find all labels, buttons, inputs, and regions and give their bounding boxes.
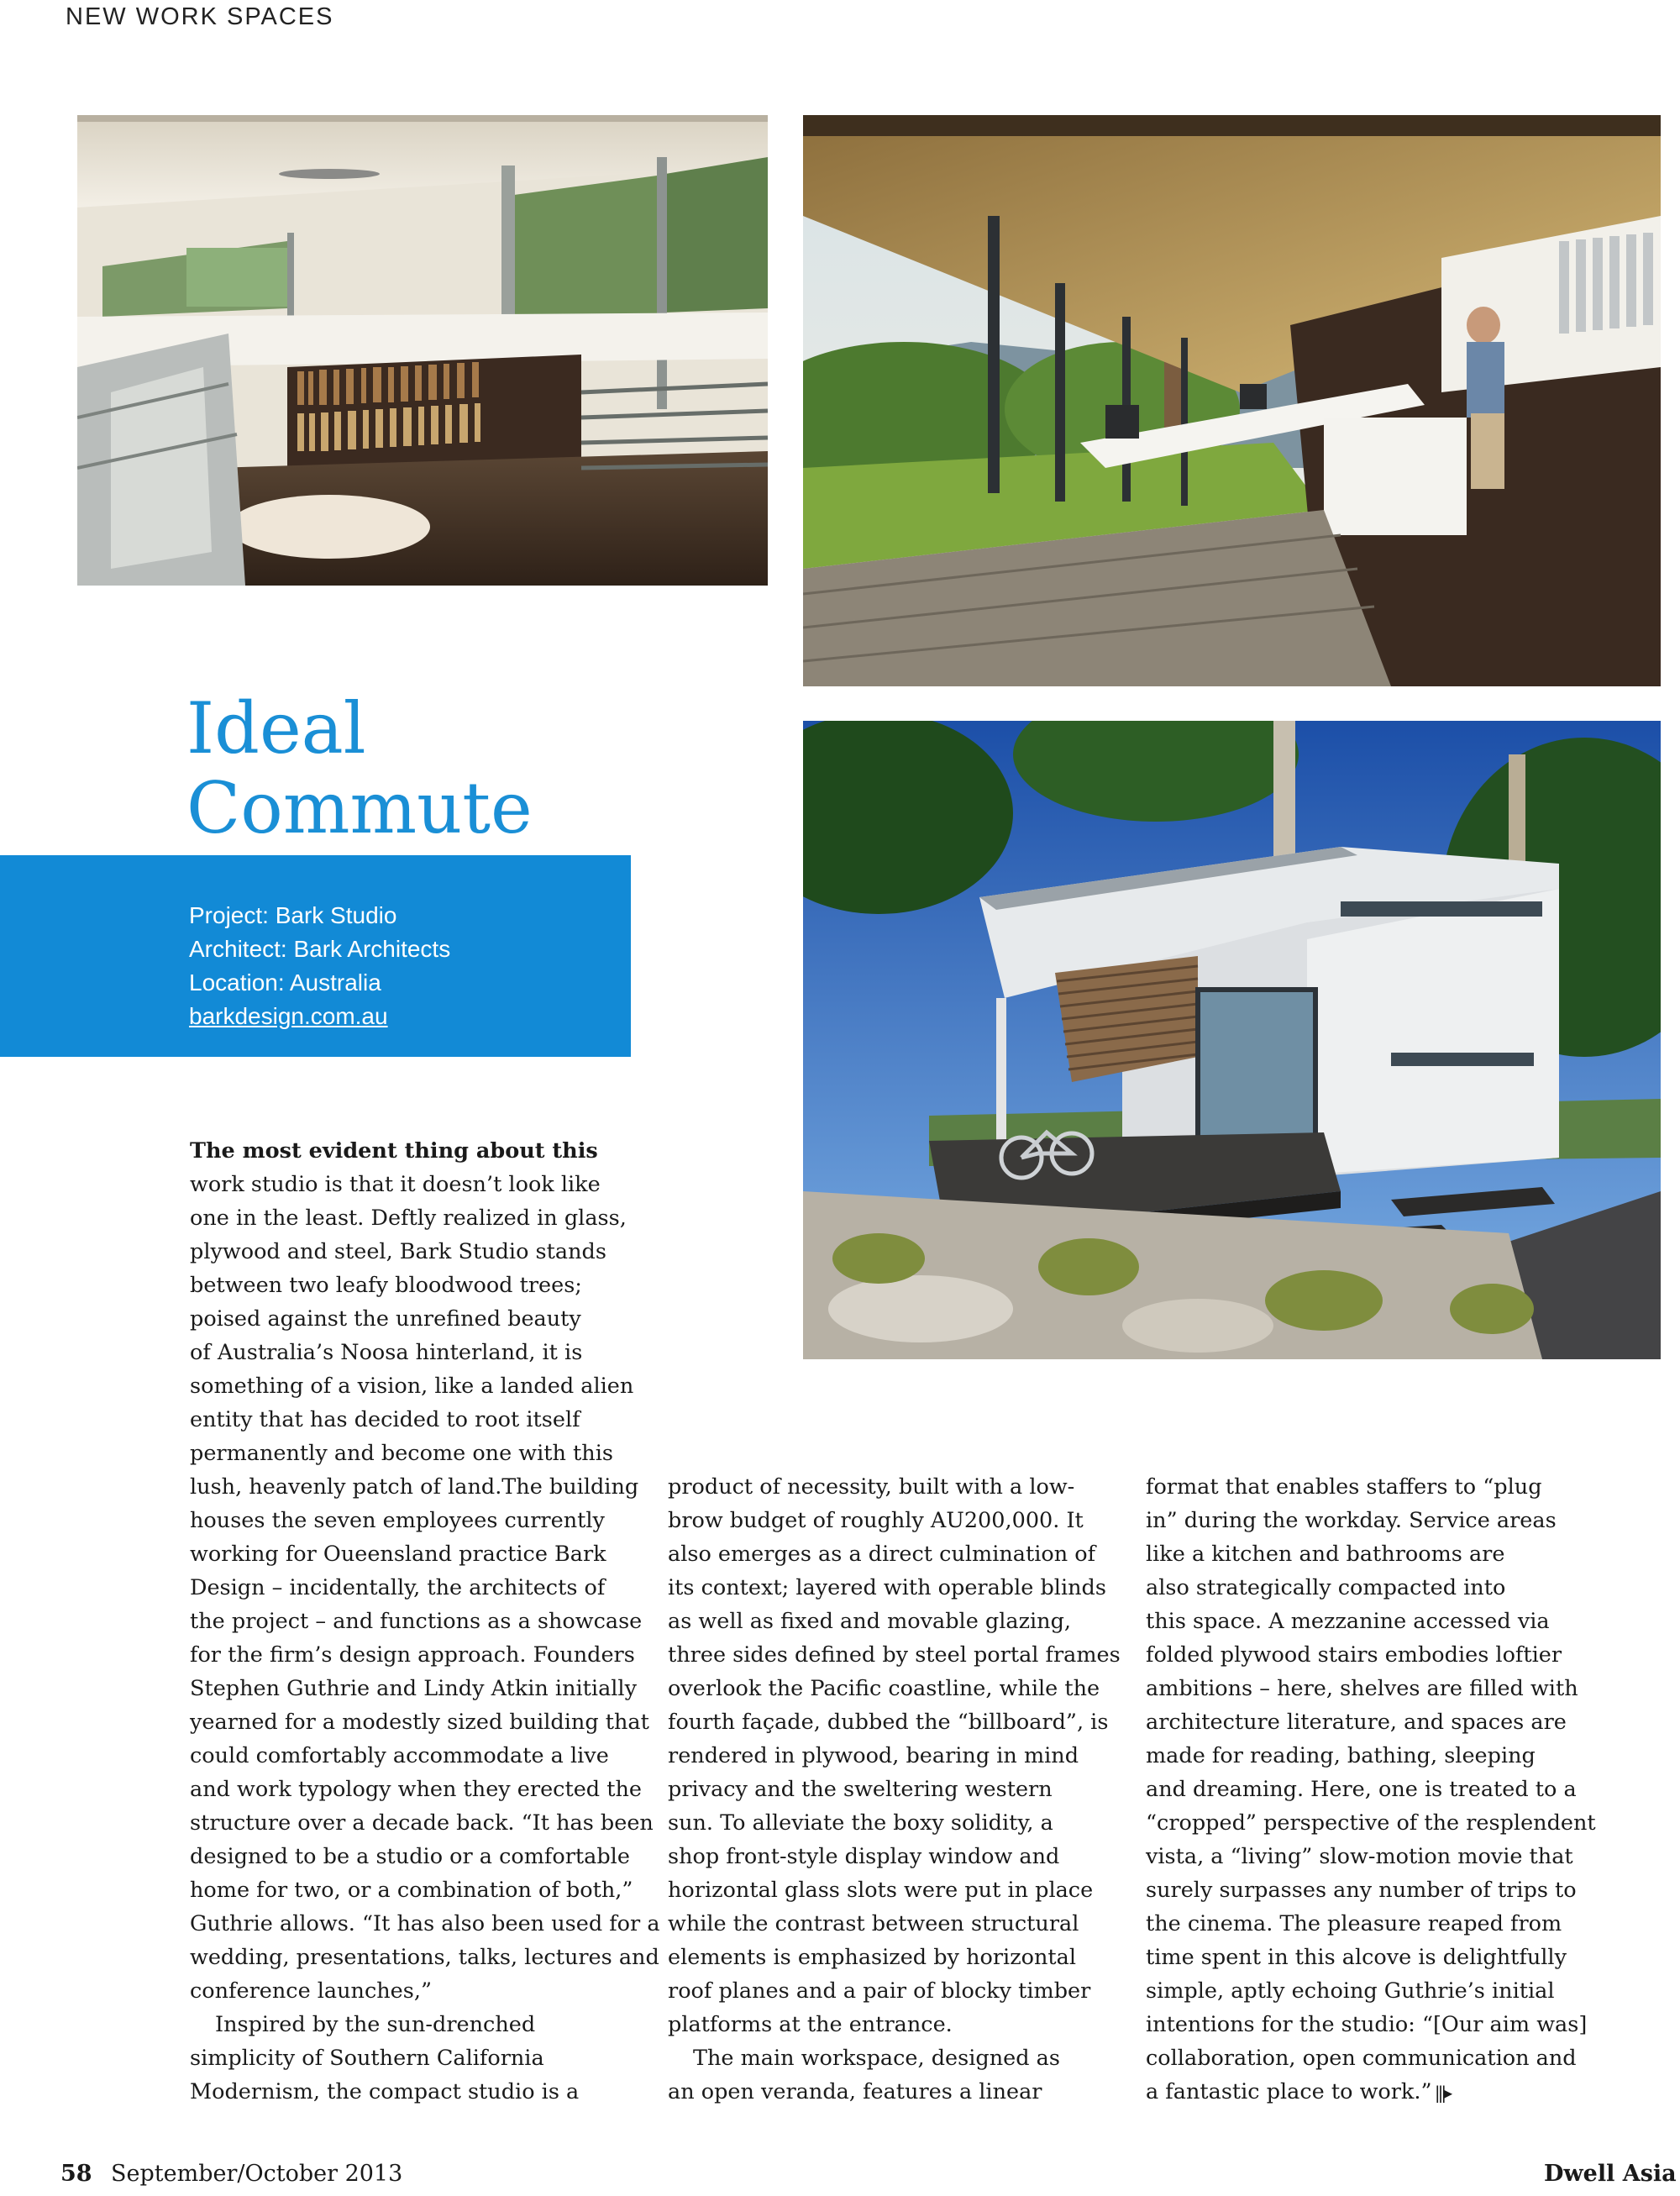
text-line: vista, a “living” slow-motion movie that [1146,1844,1573,1869]
text-line: “cropped” perspective of the resplendent [1146,1810,1596,1836]
website-link[interactable]: barkdesign.com.au [189,1003,388,1029]
text-line: Guthrie allows. “It has also been used for a [190,1911,660,1936]
text-line: entity that has decided to root itself [190,1407,580,1432]
section-label: NEW WORK SPACES [66,3,334,30]
text-line: ambitions – here, shelves are filled with [1146,1676,1578,1701]
page-number: 58 [60,2161,92,2187]
text-line: and work typology when they erected the [190,1777,642,1802]
text-line: simple, aptly echoing Guthrie’s initial [1146,1978,1555,2004]
text-line: collaboration, open communication and [1146,2046,1577,2071]
text-line: poised against the unrefined beauty [190,1306,581,1332]
text-line: and dreaming. Here, one is treated to a [1146,1777,1577,1802]
text-line: Inspired by the sun-drenched [215,2012,536,2037]
text-line: home for two, or a combination of both,” [190,1878,633,1903]
text-line: intentions for the studio: “[Our aim was] [1146,2012,1588,2037]
text-line: privacy and the sweltering western [668,1777,1053,1802]
text-line: between two leafy bloodwood trees; [190,1273,582,1298]
text-line: structure over a decade back. “It has been [190,1810,654,1836]
text-line: platforms at the entrance. [668,2012,953,2037]
text-line: brow budget of roughly AU200,000. It [668,1508,1084,1533]
text-line: lush, heavenly patch of land.The building [190,1474,639,1500]
text-line: one in the least. Deftly realized in glass, [190,1206,627,1231]
text-line: simplicity of Southern California [190,2046,544,2071]
text-line: The most evident thing about this [190,1138,598,1164]
text-line: Modernism, the compact studio is a [190,2079,580,2104]
text-line: an open veranda, features a linear [668,2079,1042,2104]
article-column-2 [668,1470,1121,2109]
title-line-1: Ideal [186,687,366,770]
mezzanine-library-photo [77,115,768,586]
text-line: rendered in plywood, bearing in mind [668,1743,1079,1768]
magazine-name: Dwell Asia [1544,2161,1677,2187]
project-location: Location: Australia [189,969,381,996]
architect-name: Architect: Bark Architects [189,936,451,962]
text-line: its context; layered with operable blinds [668,1575,1106,1600]
text-line: work studio is that it doesn’t look like [190,1172,601,1197]
text-line: of Australia’s Noosa hinterland, it is [190,1340,583,1365]
text-line: format that enables staffers to “plug [1146,1474,1542,1500]
text-line: elements is emphasized by horizontal [668,1945,1077,1970]
text-line: plywood and steel, Bark Studio stands [190,1239,606,1264]
text-line: sun. To alleviate the boxy solidity, a [668,1810,1053,1836]
article-column-1 [190,1134,660,2109]
text-line: Stephen Guthrie and Lindy Atkin initially [190,1676,637,1701]
text-line: designed to be a studio or a comfortable [190,1844,630,1869]
text-line: fourth façade, dubbed the “billboard”, is [668,1710,1109,1735]
text-line: The main workspace, designed as [693,2046,1060,2071]
text-line: also emerges as a direct culmination of [668,1542,1096,1567]
text-line: roof planes and a pair of blocky timber [668,1978,1091,2004]
text-line: horizontal glass slots were put in place [668,1878,1094,1903]
article-column-3 [1146,1470,1596,2109]
title-line-2: Commute [186,766,533,849]
studio-exterior-photo [803,721,1661,1359]
project-info-box [0,855,631,1057]
text-line: time spent in this alcove is delightfully [1146,1945,1567,1970]
open-office-photo [803,115,1661,686]
text-line: something of a vision, like a landed alien [190,1374,634,1399]
text-line: the cinema. The pleasure reaped from [1146,1911,1562,1936]
project-name: Project: Bark Studio [189,902,397,928]
text-line: permanently and become one with this [190,1441,613,1466]
text-line: three sides defined by steel portal frames [668,1642,1121,1668]
text-line: architecture literature, and spaces are [1146,1710,1567,1735]
text-line: wedding, presentations, talks, lectures and [190,1945,659,1970]
text-line: yearned for a modestly sized building that [190,1710,649,1735]
text-line: surely surpasses any number of trips to [1146,1878,1577,1903]
text-line: could comfortably accommodate a live [190,1743,609,1768]
text-line: shop front-style display window and [668,1844,1060,1869]
text-line: working for Oueensland practice Bark [190,1542,606,1567]
text-line: as well as fixed and movable glazing, [668,1609,1072,1634]
text-line: overlook the Pacific coastline, while the [668,1676,1100,1701]
text-line: while the contrast between structural [668,1911,1079,1936]
text-line: like a kitchen and bathrooms are [1146,1542,1505,1567]
text-line: product of necessity, built with a low- [668,1474,1075,1500]
article-title [186,689,533,848]
text-line: in” during the workday. Service areas [1146,1508,1557,1533]
text-line: houses the seven employees currently [190,1508,605,1533]
text-line: this space. A mezzanine accessed via [1146,1609,1550,1634]
text-line: for the firm’s design approach. Founders [190,1642,635,1668]
text-line: a fantastic place to work.” |||▸ [1146,2079,1451,2104]
text-line: conference launches,” [190,1978,432,2004]
issue-date: September/October 2013 [111,2161,403,2187]
text-line: folded plywood stairs embodies loftier [1146,1642,1562,1668]
text-line: Design – incidentally, the architects of [190,1575,606,1600]
text-line: made for reading, bathing, sleeping [1146,1743,1536,1768]
text-line: the project – and functions as a showcase [190,1609,643,1634]
end-of-article-icon: |||▸ [1431,2083,1451,2103]
text-line: also strategically compacted into [1146,1575,1506,1600]
